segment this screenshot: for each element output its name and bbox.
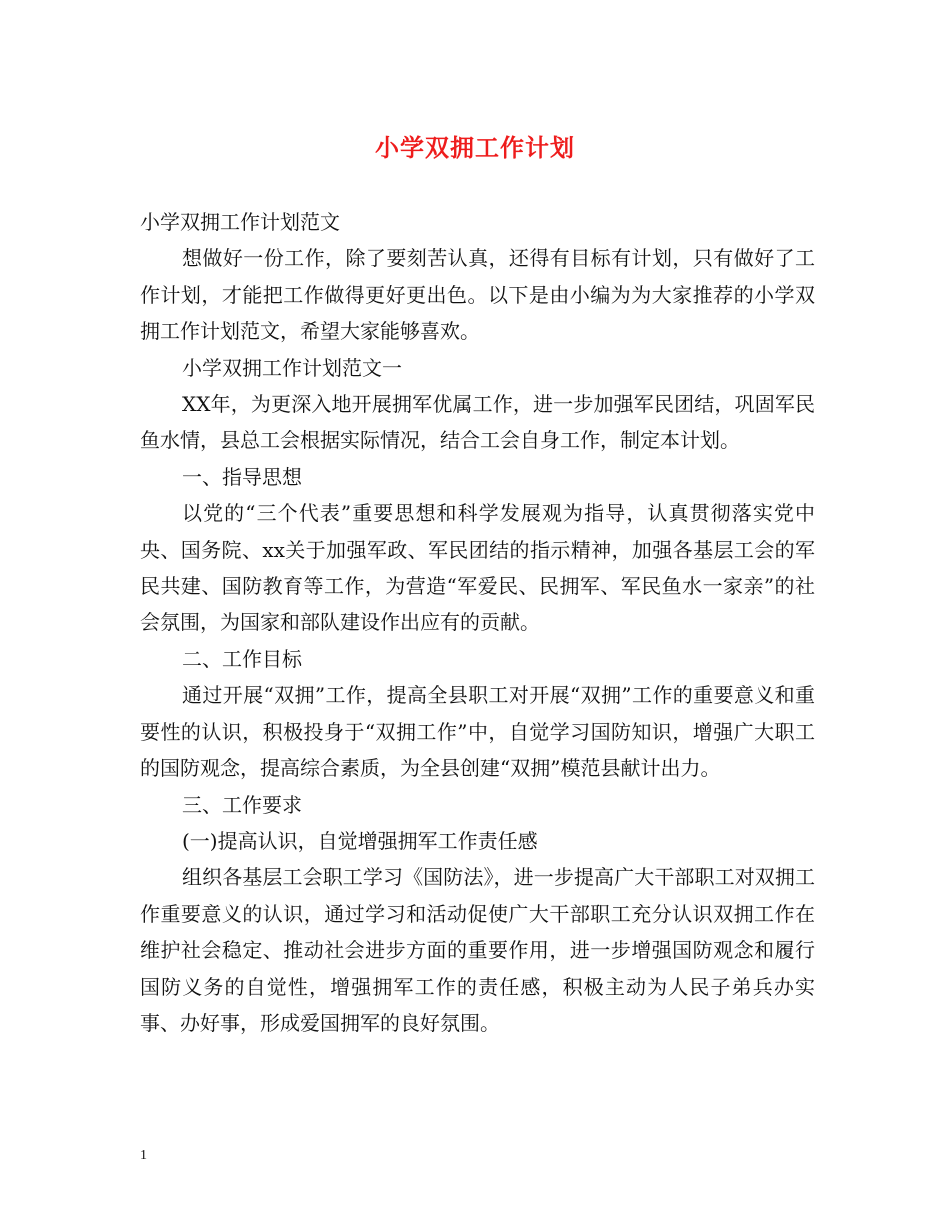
paragraph: 小学双拥工作计划范文一 xyxy=(182,355,402,380)
paragraph: 二、工作目标 xyxy=(182,646,302,671)
paragraph: 以党的“三个代表”重要思想和科学发展观为指导，认真贯彻落实党中央、国务院、xx关于加强军政、军民团结的指示精神，加强各基层工会的军民共建、国防教育等工作，为营造“军爱民、民拥军、军民鱼水一家亲”的社会氛围，为国家和部队建设作出应有的贡献。 xyxy=(140,501,815,635)
paragraph: 通过开展“双拥”工作，提高全县职工对开展“双拥”工作的重要意义和重要性的认识，积极投身于“双拥工作”中，自觉学习国防知识，增强广大职工的国防观念，提高综合素质，为全县创建“双拥”模范县献计出力。 xyxy=(140,683,815,781)
paragraph: (一)提高认识，自觉增强拥军工作责任感 xyxy=(182,828,538,853)
paragraph: 组织各基层工会职工学习《国防法》，进一步提高广大干部职工对双拥工作重要意义的认识，通过学习和活动促使广大干部职工充分认识双拥工作在维护社会稳定、推动社会进步方面的重要作用，进一步增强国防观念和履行国防义务的自觉性，增强拥军工作的责任感，积极主动为人民子弟兵办实事、办好事，形成爱国拥军的良好氛围。 xyxy=(140,865,815,1035)
paragraph: XX年，为更深入地开展拥军优属工作，进一步加强军民团结，巩固军民鱼水情，县总工会根据实际情况，结合工会自身工作，制定本计划。 xyxy=(140,392,815,453)
paragraph: 三、工作要求 xyxy=(182,792,302,817)
paragraph: 小学双拥工作计划范文 xyxy=(140,210,340,234)
paragraph: 想做好一份工作，除了要刻苦认真，还得有目标有计划，只有做好了工作计划，才能把工作做得更好更出色。以下是由小编为为大家推荐的小学双拥工作计划范文，希望大家能够喜欢。 xyxy=(140,246,815,344)
paragraph: 一、指导思想 xyxy=(182,464,302,489)
page-title: 小学双拥工作计划 xyxy=(375,133,575,162)
page-number: 1 xyxy=(140,1148,147,1163)
document-body xyxy=(140,204,815,1041)
